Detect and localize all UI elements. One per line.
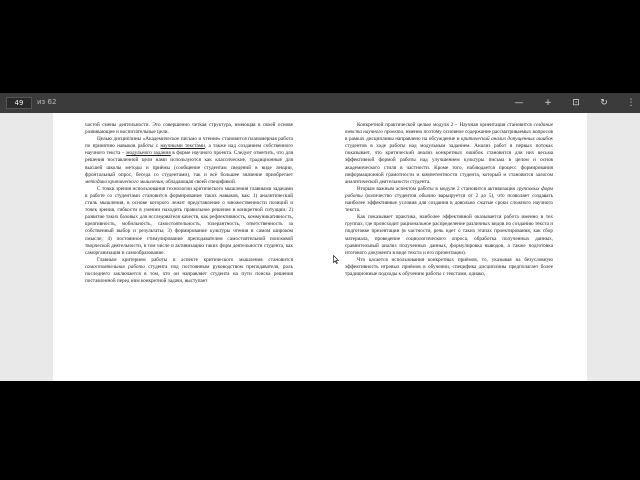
paragraph — [345, 186, 553, 214]
text-run: , обладающая своей спецификой. — [162, 178, 237, 185]
italic-term: самостоятельная работа — [85, 263, 145, 270]
more-options-icon[interactable]: ⋮ — [626, 98, 636, 108]
page-total-label: из 62 — [37, 98, 57, 106]
mouse-cursor-icon — [333, 255, 339, 264]
paragraph — [85, 136, 293, 186]
paragraph — [85, 257, 293, 285]
text-run: , именно поэтому основное содержание рассматриваемых вопросов в рамках дисциплины направлено на обсуждение и — [345, 129, 553, 143]
text-run: частой смены деятельности. Это совершенно четкая структура, имеющая в своей основе развивающие и воспитательные цели. — [85, 122, 293, 136]
italic-term: методика критического мышления — [85, 178, 163, 185]
paragraph — [345, 122, 553, 186]
pdf-viewer — [0, 93, 640, 381]
fit-page-icon[interactable]: ⊡ — [572, 98, 580, 108]
paragraph — [345, 257, 553, 278]
text-run: Главным критерием работы в аспекте критического мышления становится — [97, 256, 293, 263]
right-text-column — [345, 122, 553, 278]
text-run: Целью дисциплины «Академическое письмо и чтение» становится планомерная работа по принятию навыков работы с — [85, 136, 293, 150]
text-run: в форме научного проекта. Следует отметить, что для решения поставленной цели нами используются как классические, традиционные для высшей школы методы и приёмы (сообщение студентам сведений в виде лекции, фронтальный опрос, беседа со студентами), так и всё большее значение приобретает — [85, 150, 293, 178]
paragraph — [85, 186, 293, 257]
paragraph — [85, 122, 293, 136]
document-page — [53, 113, 587, 381]
underlined-term: научными текстами — [160, 143, 205, 150]
italic-term: создание текста научного проекта — [345, 122, 553, 136]
zoom-in-icon[interactable]: + — [544, 98, 552, 108]
italic-term: групповых форм работы — [345, 185, 553, 199]
text-run: Вторым важным аспектом работы в модуле 2 становится активизация — [357, 185, 517, 192]
underlined-term: модульного задания — [126, 150, 171, 157]
text-run: , а также над созданием собственного научного текста – — [85, 143, 293, 157]
italic-term: критический анализ допущенных ошибок — [461, 136, 553, 143]
text-run: (количество студентов обычно варьируется от 2 до 5), что позволяет создавать наиболее эффективные условия для создания в довольно сжатые сроки сложного научного текста. — [345, 192, 553, 214]
text-run: С точки зрения использования технологии критического мышления главными задачами в работе со студентами становится формирование таких навыков, как: 1) аналитический стиль мышления, в основе которого лежит представление о множественности позиций и точек зрения, гибкости в умении находить правильное решение в конкретной ситуации; 2) развитие таких базовых для исследователя качеств, как рефлективность, коммуникативность, креативность, мобильность, самостоятельность, толерантность, ответственность за собственный выбор и результаты; 3) формирование культуры чтения в самом широком смысле; 4) постоянное стимулирование преподавателем самостоятельной поисковой творческой деятельности, в том числе и активизацию таких форм деятельности студента, как саморганизация и самообразование. — [85, 185, 293, 256]
paragraph — [345, 214, 553, 257]
text-run: студента под постоянным руководством преподавателя, роль последнего заключается в том, что он направляет студента на пути поиска решения поставленной перед ним конкретной задачи, выступает — [85, 263, 294, 285]
page-number-input[interactable]: 49 — [6, 97, 32, 109]
pdf-toolbar — [0, 93, 640, 113]
zoom-out-icon[interactable]: — — [514, 98, 524, 108]
text-run: студентов в ходе работы над модульным заданием. Анализ работ в первых потоках показывает, что критический анализ конкретных ошибок становится для них весьма эффективной формой работы над улучшением культуры письма в целом и основ академического стиля в частности. Кроме того, наблюдается процесс формирования информационной грамотности и компетентности студента, который и становится залогом аналитической деятельности студента. — [345, 143, 553, 185]
left-text-column — [85, 122, 293, 285]
text-run: Что касается использования конкретных приёмов, то, указывая на безусловную эффективность игровых приёмов в обучении, специфика дисциплины предполагает более традиционные подходы к обучению работы с текстами, однако, — [345, 256, 553, 277]
rotate-icon[interactable]: ↻ — [600, 98, 608, 108]
text-run: Конкретной практической целью модуля 2 – Научная ориентация становится — [357, 122, 534, 128]
text-run: Как показывает практика, наиболее эффективной оказывается работа именно в тех группах, где происходит рациональное распределение различных видов по созданию текста и подготовке презентации (в частности, речь идет о таких этапах проектирования, как сбор материала, проведение социологического опроса, обработка полученных данных, сравнительный анализ полученных данных, формулировка выводов, а также подготовка итогового документа в виде текста и его презентации). — [345, 214, 553, 256]
